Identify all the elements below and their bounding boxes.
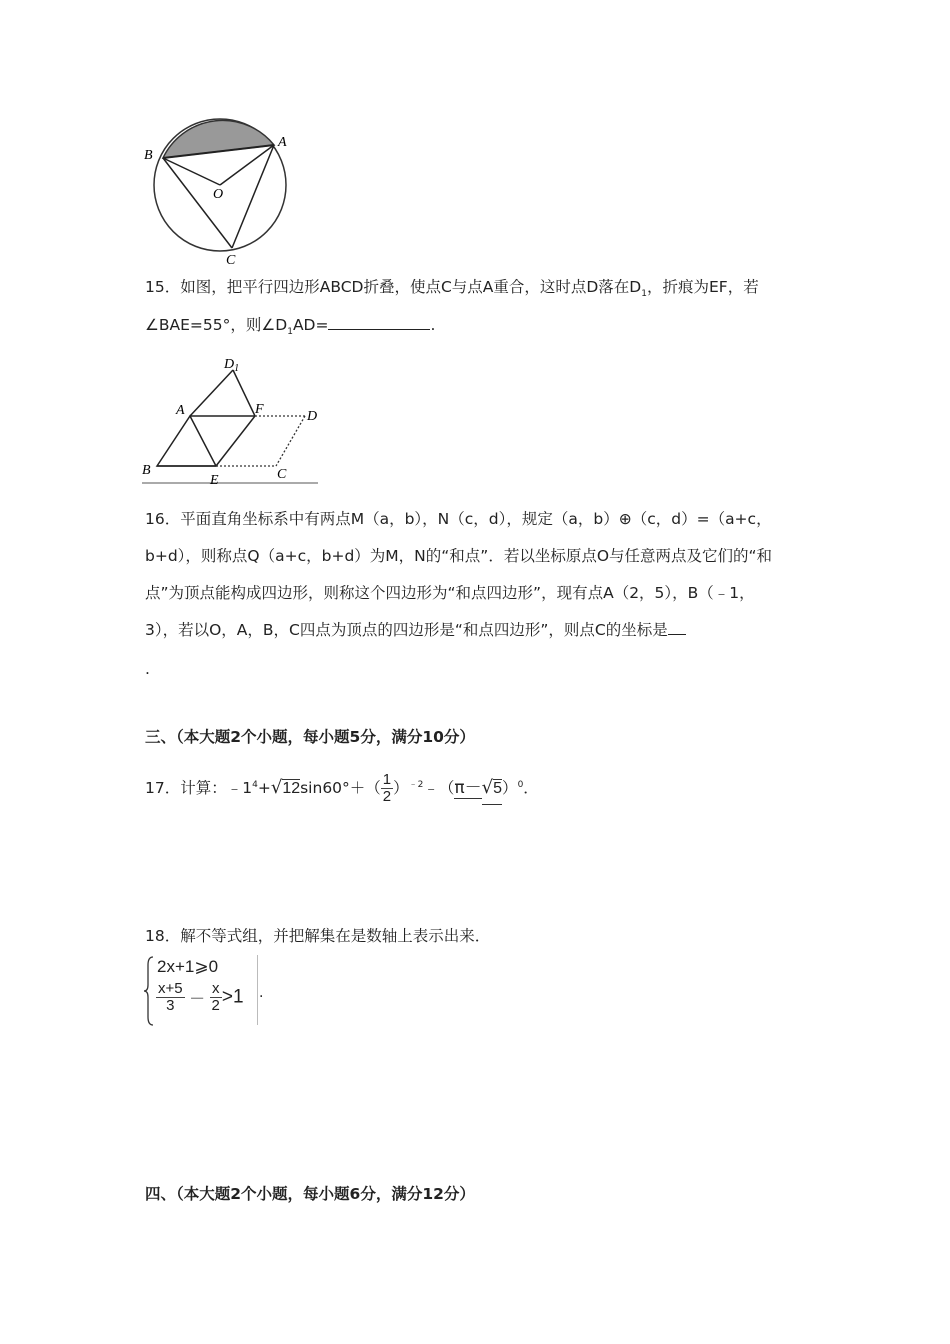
fraction-half: $\frac{1}{2}$ xyxy=(382,771,392,806)
q17-expression: 17．计算：$﹣1^4+√12\sin 60^\circ+$（ $\frac{1}{2}$ ）$^{﹣2}﹣(\pi-√5)^0$． xyxy=(145,771,539,806)
label-D1: $D_1$ xyxy=(224,357,240,374)
fraction-x5-3: $\frac{x+5}{3}$ xyxy=(158,980,183,1014)
section-4-heading: 四、（本大题2个小题，每小题6分，满分12分） xyxy=(145,1185,475,1203)
section-3-heading: 三、（本大题2个小题，每小题5分，满分10分） xyxy=(145,728,475,746)
q16-line4: 3），若以O，A，B，C四点为顶点的四边形是“和点四边形”，则点C的坐标是 xyxy=(145,619,686,641)
label-C2: C xyxy=(277,467,287,482)
answer-blank xyxy=(328,314,430,330)
label-D: D xyxy=(307,409,318,424)
q16-line1: 16．平面直角坐标系中有两点M（a，b），N（c，d），规定（a，b）⊕（c，d）=（a+c， xyxy=(145,510,772,528)
parallelogram-figure xyxy=(140,352,330,487)
q16-line5: . xyxy=(145,660,150,678)
sqrt-5: √5 xyxy=(482,773,502,805)
label-F: F xyxy=(255,402,264,417)
label-C: C xyxy=(226,253,236,268)
sqrt-12: √12 xyxy=(270,777,301,799)
q16-line2: b+d），则称点Q（a+c，b+d）为M，N的“和点”．若以坐标原点O与任意两点及它们的“和 xyxy=(145,547,773,565)
q18-text: 18．解不等式组，并把解集在是数轴上表示出来． xyxy=(145,927,491,945)
fraction-x-2: $\frac{x}{2}$ xyxy=(211,980,220,1014)
q15-line2: ∠BAE=55°，则$\angle D_1AD=$ . xyxy=(145,316,436,338)
label-E: E xyxy=(210,473,219,487)
inequality-system: 2x+1⩾0 $\frac{x+5}{3}$ － $\frac{x}{2}$ >1 . xyxy=(143,955,263,1027)
answer-blank-2 xyxy=(668,620,686,635)
label-A: A xyxy=(278,135,287,150)
label-B2: B xyxy=(142,463,151,478)
label-A2: A xyxy=(176,403,185,418)
circle-figure xyxy=(140,110,300,270)
q15-line1: 15．如图，把平行四边形ABCD折叠，使点C与点A重合，这时点D落在$D_1$，折痕为EF，若 xyxy=(145,278,759,300)
label-O: O xyxy=(213,187,224,202)
q16-line3: 点”为顶点能构成四边形，则称这个四边形为“和点四边形”，现有点A（2，5），B（﹣1， xyxy=(145,584,755,602)
label-B: B xyxy=(144,148,153,163)
